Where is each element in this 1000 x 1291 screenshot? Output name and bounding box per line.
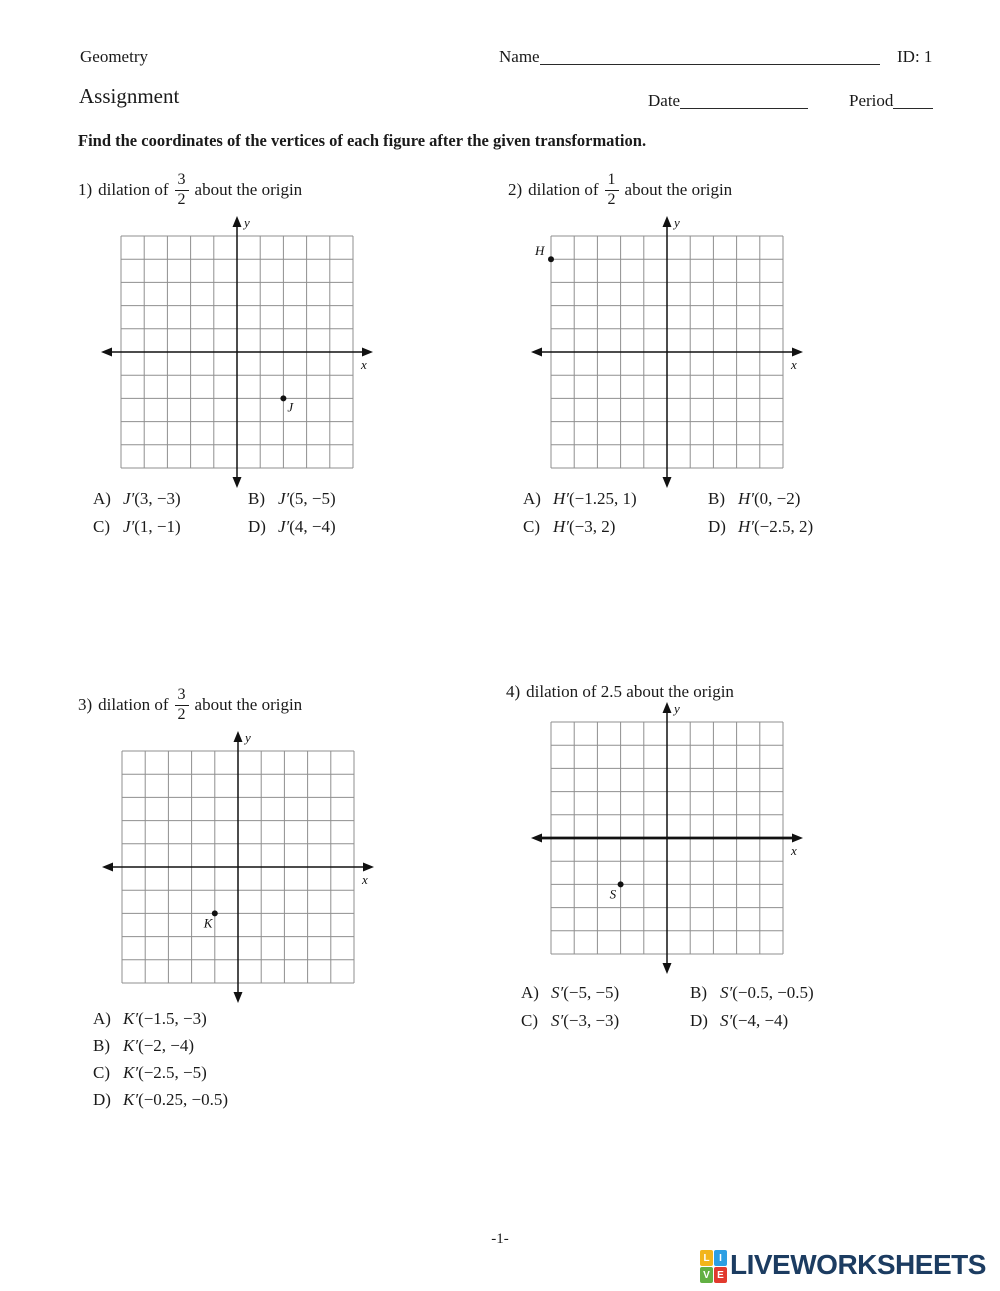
prompt-suffix: about the origin — [624, 180, 733, 199]
prompt-suffix: about the origin — [194, 695, 303, 714]
problem-number: 2) — [508, 180, 523, 199]
choice-c[interactable]: C) K′ (−2.5, −5) — [93, 1063, 207, 1082]
scale-fraction: $\frac{3}{2}$ — [175, 686, 189, 724]
date-label: Date — [648, 91, 681, 110]
choice-d[interactable]: D) K′ (−0.25, −0.5) — [93, 1090, 229, 1109]
svg-text:y: y — [244, 215, 250, 230]
svg-text:y: y — [245, 730, 251, 745]
svg-text:x: x — [791, 357, 797, 372]
coordinate-grid-4 — [527, 698, 807, 978]
prompt-prefix: dilation of — [98, 695, 169, 714]
problem-1-choices — [93, 488, 336, 538]
period-label: Period — [849, 91, 894, 110]
choice-c[interactable]: C) S′ (−3, −3) — [521, 1011, 620, 1030]
choice-a[interactable]: A) J′ (3, −3) — [93, 489, 181, 508]
page-number: -1- — [491, 1231, 509, 1247]
period-blank-field[interactable] — [893, 95, 933, 109]
prompt-prefix: dilation of 2.5 about the origin — [526, 682, 734, 701]
name-line — [499, 47, 880, 67]
problem-3-choices — [93, 1008, 228, 1111]
name-blank-field[interactable] — [540, 51, 880, 65]
svg-text:x: x — [362, 872, 368, 887]
id-label: ID: 1 — [897, 47, 933, 66]
choice-d[interactable]: D) H′ (−2.5, 2) — [708, 517, 814, 536]
svg-text:K: K — [203, 915, 213, 931]
problem-1-title — [78, 167, 302, 213]
svg-text:S: S — [609, 886, 617, 902]
svg-text:J: J — [287, 399, 294, 415]
problem-4-choices — [521, 982, 814, 1032]
course-label: Geometry — [80, 47, 148, 66]
scale-fraction: $\frac{1}{2}$ — [605, 171, 619, 209]
choice-b[interactable]: B) J′ (5, −5) — [248, 489, 336, 508]
coordinate-grid-1 — [97, 212, 377, 492]
choice-d[interactable]: D) J′ (4, −4) — [248, 517, 336, 536]
date-line — [648, 91, 808, 111]
choice-b[interactable]: B) H′ (0, −2) — [708, 489, 801, 508]
choice-d[interactable]: D) S′ (−4, −4) — [690, 1011, 789, 1030]
date-blank-field[interactable] — [680, 95, 808, 109]
logo-tile-l: L — [700, 1250, 713, 1266]
coordinate-grid-2 — [527, 212, 807, 492]
logo-tile-i: I — [714, 1250, 727, 1266]
prompt-prefix: dilation of — [98, 180, 169, 199]
svg-text:x: x — [361, 357, 367, 372]
choice-a[interactable]: A) H′ (−1.25, 1) — [523, 489, 637, 508]
name-label: Name — [499, 47, 540, 66]
choice-c[interactable]: C) J′ (1, −1) — [93, 517, 181, 536]
choice-a[interactable]: A) S′ (−5, −5) — [521, 983, 620, 1002]
logo-tile-e: E — [714, 1267, 727, 1283]
choice-c[interactable]: C) H′ (−3, 2) — [523, 517, 616, 536]
page-title: Assignment — [79, 84, 180, 108]
svg-text:y: y — [674, 215, 680, 230]
brand-text: LIVEWORKSHEETS — [730, 1249, 986, 1280]
problem-3-title — [78, 682, 302, 728]
problem-2-choices — [523, 488, 813, 538]
prompt-prefix: dilation of — [528, 180, 599, 199]
svg-text:y: y — [674, 701, 680, 716]
period-line — [849, 91, 933, 111]
instruction-text: Find the coordinates of the vertices of each figure after the given transformation. — [78, 131, 647, 150]
liveworksheets-logo-icon — [700, 1250, 727, 1283]
liveworksheets-logo — [700, 1248, 986, 1283]
coordinate-grid-3 — [98, 727, 378, 1007]
problem-number: 3) — [78, 695, 93, 714]
problem-number: 1) — [78, 180, 93, 199]
svg-text:x: x — [791, 843, 797, 858]
choice-b[interactable]: B) K′ (−2, −4) — [93, 1036, 195, 1055]
logo-tile-v: V — [700, 1267, 713, 1283]
choice-a[interactable]: A) K′ (−1.5, −3) — [93, 1009, 207, 1028]
choice-b[interactable]: B) S′ (−0.5, −0.5) — [690, 983, 814, 1002]
svg-text:H: H — [535, 243, 545, 259]
problem-2-title — [508, 167, 732, 213]
prompt-suffix: about the origin — [194, 180, 303, 199]
problem-number: 4) — [506, 682, 521, 701]
scale-fraction: $\frac{3}{2}$ — [175, 171, 189, 209]
